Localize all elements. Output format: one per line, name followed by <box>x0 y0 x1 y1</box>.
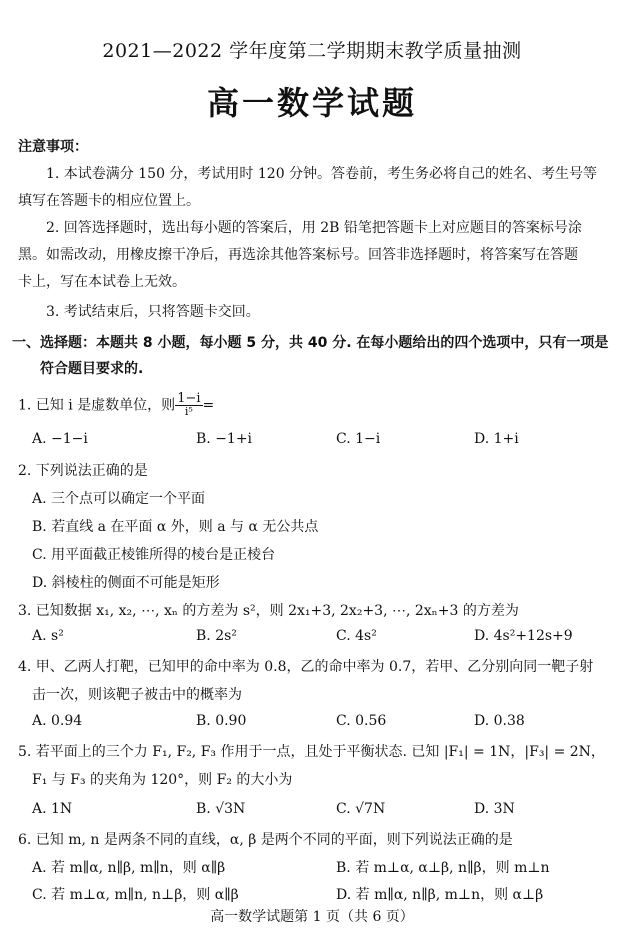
note-item-2-line-3: 卡上，写在本试卷上无效。 <box>18 274 186 290</box>
question-5-option-b: B. √3N <box>196 801 246 817</box>
question-1-option-b: B. −1+i <box>196 431 253 447</box>
question-3-option-c: C. 4s² <box>336 628 377 644</box>
question-6-stem: 6. 已知 m, n 是两条不同的直线，α, β 是两个不同的平面，则下列说法正确的是 <box>18 832 513 848</box>
question-5-stem-line-1: 5. 若平面上的三个力 F₁, F₂, F₃ 作用于一点，且处于平衡状态. 已知 |F₁| = 1N，|F₃| = 2N， <box>18 744 605 760</box>
question-1-fraction <box>175 393 202 418</box>
note-item-2-line-1: 2. 回答选择题时，选出每小题的答案后，用 2B 铅笔把答题卡上对应题目的答案标号涂 <box>46 220 582 236</box>
question-1-tail: = <box>202 397 215 414</box>
question-1-stem <box>18 393 214 418</box>
question-5-option-c: C. √7N <box>336 801 386 817</box>
question-5-option-d: D. 3N <box>474 801 515 817</box>
section-heading-line-1: 一、选择题：本题共 8 小题，每小题 5 分，共 40 分. 在每小题给出的四个选项中，只有一项是 <box>12 335 609 351</box>
question-3-option-a: A. s² <box>32 628 64 644</box>
note-item-1-line-2: 填写在答题卡的相应位置上。 <box>18 193 200 209</box>
question-1-option-a: A. −1−i <box>32 431 88 447</box>
question-4-option-b: B. 0.90 <box>196 713 247 729</box>
question-4-option-a: A. 0.94 <box>32 713 83 729</box>
question-3-option-d: D. 4s²+12s+9 <box>474 628 573 644</box>
question-2-option-d: D. 斜棱柱的侧面不可能是矩形 <box>32 575 220 591</box>
question-1-option-d: D. 1+i <box>474 431 519 447</box>
notes-heading: 注意事项： <box>18 139 88 155</box>
question-5-stem-line-2: F₁ 与 F₃ 的夹角为 120°，则 F₂ 的大小为 <box>32 772 293 788</box>
fraction-numerator: 1−i <box>177 391 201 406</box>
page-title: 高一数学试题 <box>206 84 417 122</box>
question-4-stem-line-2: 击一次，则该靶子被击中的概率为 <box>32 687 242 703</box>
question-2-option-c: C. 用平面截正棱锥所得的棱台是正棱台 <box>32 547 276 563</box>
note-item-2-line-2: 黑。如需改动，用橡皮擦干净后，再选涂其他答案标号。回答非选择题时，将答案写在答题 <box>18 247 578 263</box>
section-heading-line-2: 符合题目要求的. <box>40 361 144 377</box>
question-3-stem: 3. 已知数据 x₁, x₂, ⋯, xₙ 的方差为 s²，则 2x₁+3, 2x₂+3, ⋯, 2xₙ+3 的方差为 <box>18 603 519 619</box>
question-2-stem: 2. 下列说法正确的是 <box>18 463 148 479</box>
question-3-option-b: B. 2s² <box>196 628 237 644</box>
question-4-option-d: D. 0.38 <box>474 713 525 729</box>
question-6-option-a: A. 若 m∥α, n∥β, m∥n，则 α∥β <box>32 860 226 876</box>
question-4-option-c: C. 0.56 <box>336 713 387 729</box>
question-2-option-b: B. 若直线 a 在平面 α 外，则 a 与 α 无公共点 <box>32 519 319 535</box>
note-item-3: 3. 考试结束后，只将答题卡交回。 <box>46 304 260 320</box>
note-item-1-line-1: 1. 本试卷满分 150 分，考试用时 120 分钟。答卷前，考生务必将自己的姓名、考生号等 <box>46 166 598 182</box>
question-6-option-c: C. 若 m⊥α, m∥n, n⊥β，则 α∥β <box>32 887 239 903</box>
exam-name: 2021—2022 学年度第二学期期末教学质量抽测 <box>102 40 522 62</box>
question-6-option-d: D. 若 m∥α, n∥β, m⊥n，则 α⊥β <box>336 887 544 903</box>
question-2-option-a: A. 三个点可以确定一个平面 <box>32 491 206 507</box>
question-5-option-a: A. 1N <box>32 801 73 817</box>
question-1-text: 1. 已知 i 是虚数单位，则 <box>18 397 176 414</box>
question-1-option-c: C. 1−i <box>336 431 381 447</box>
question-4-stem-line-1: 4. 甲、乙两人打靶，已知甲的命中率为 0.8，乙的命中率为 0.7，若甲、乙分别向同一靶子射 <box>18 659 594 675</box>
question-6-option-b: B. 若 m⊥α, α⊥β, n∥β，则 m⊥n <box>336 860 550 876</box>
fraction-denominator: i⁵ <box>184 405 193 418</box>
page-footer: 高一数学试题第 1 页（共 6 页） <box>210 909 414 925</box>
